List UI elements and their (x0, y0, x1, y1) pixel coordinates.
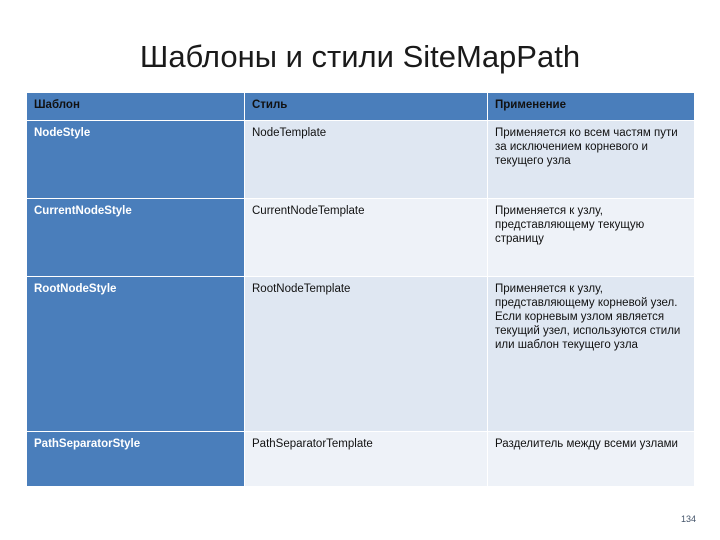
page-number: 134 (680, 514, 696, 524)
table-row (27, 121, 695, 199)
cell-template: NodeStyle (27, 121, 245, 199)
cell-template: PathSeparatorStyle (27, 432, 245, 487)
table-body (27, 121, 695, 487)
cell-usage: Применяется к узлу, представляющему корневой узел. Если корневым узлом является текущий узел, используются стили или шаблон текущего узла (488, 277, 695, 432)
cell-usage: Разделитель между всеми узлами (488, 432, 695, 487)
cell-style: NodeTemplate (245, 121, 488, 199)
table-row (27, 432, 695, 487)
styles-table-container (26, 92, 694, 487)
styles-table (26, 92, 695, 487)
table-header (27, 93, 695, 121)
cell-style: PathSeparatorTemplate (245, 432, 488, 487)
cell-style: CurrentNodeTemplate (245, 199, 488, 277)
table-row (27, 199, 695, 277)
cell-usage: Применяется к узлу, представляющему текущую страницу (488, 199, 695, 277)
cell-template: CurrentNodeStyle (27, 199, 245, 277)
page-title: Шаблоны и стили SiteMapPath (139, 39, 581, 74)
column-header-template: Шаблон (27, 93, 245, 121)
table-header-row (27, 93, 695, 121)
column-header-usage: Применение (488, 93, 695, 121)
cell-usage: Применяется ко всем частям пути за исключением корневого и текущего узла (488, 121, 695, 199)
table-row (27, 277, 695, 432)
column-header-style: Стиль (245, 93, 488, 121)
cell-style: RootNodeTemplate (245, 277, 488, 432)
cell-template: RootNodeStyle (27, 277, 245, 432)
